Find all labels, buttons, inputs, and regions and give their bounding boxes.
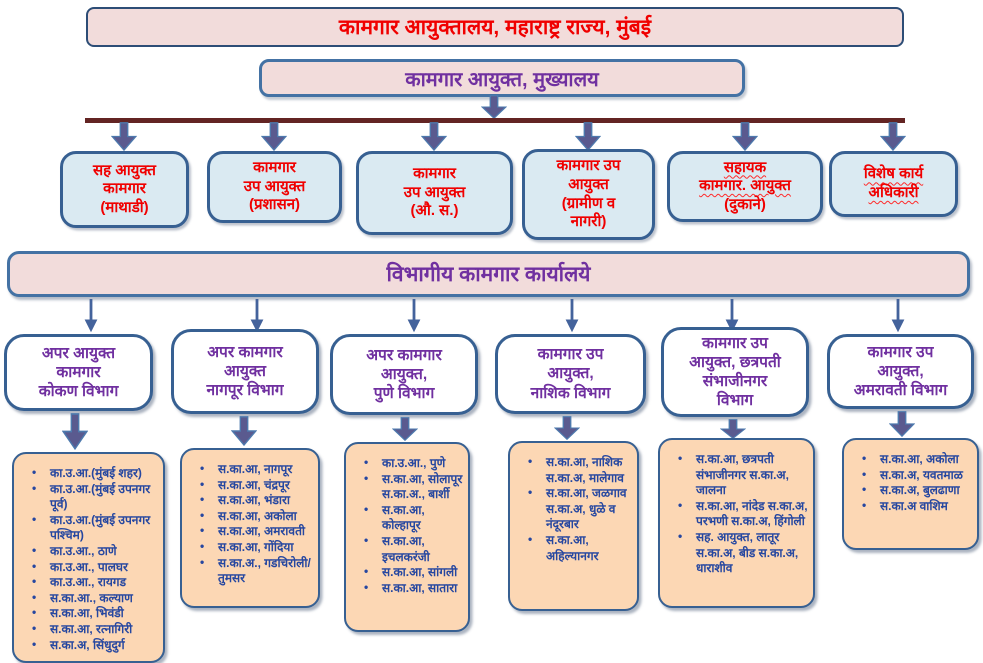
office-list-amravati <box>842 438 979 550</box>
unit-label-line: कामगार. आयुक्त <box>699 177 791 195</box>
down-arrow-icon <box>111 122 137 151</box>
office-item: • स.का.आ, भिवंडी <box>30 606 159 622</box>
office-item: • स.का.आ, भंडारा <box>198 493 314 509</box>
office-list-pune <box>344 442 470 632</box>
down-arrow-icon <box>421 122 447 151</box>
division-box-pune <box>330 334 478 415</box>
division-label-line: अपर आयुक्त <box>41 344 116 362</box>
unit-label-line: सह आयुक्त <box>93 161 156 179</box>
unit-label-line: उप आयुक्त <box>243 177 306 195</box>
division-label-line: अपर कामगार <box>366 346 442 364</box>
divisional-banner <box>7 251 970 297</box>
down-arrow-icon <box>720 419 746 439</box>
office-item: • स.का.आ, अकोला <box>860 452 973 468</box>
hq-unit-box-mathadi <box>60 151 189 228</box>
divisional-banner-title: विभागीय कामगार कार्यालये <box>386 263 591 286</box>
hq-unit-box-au-sa <box>356 151 513 235</box>
office-item: • स.का.आ, छत्रपती संभाजीनगर स.का.अ, जालना <box>676 452 809 499</box>
division-label-line: आयुक्त, छत्रपती <box>689 353 781 371</box>
division-label-line: आयुक्त, <box>877 362 924 380</box>
division-label-line: आयुक्त, <box>380 365 428 383</box>
unit-label-line: आयुक्त <box>568 175 609 193</box>
office-item: • स.का.आ, जळगाव स.का.अ, धुळे व नंदूरबार <box>526 486 633 533</box>
office-item: • स.का.आ, नागपूर <box>198 462 314 478</box>
unit-label <box>93 162 156 218</box>
down-arrow-icon <box>250 299 264 333</box>
division-box-amravati <box>827 334 974 409</box>
unit-label-line: (ग्रामीण व <box>561 194 616 212</box>
office-list <box>516 455 633 564</box>
office-item: • स.का.अ, बुलढाणा <box>860 483 973 499</box>
office-list <box>188 462 314 587</box>
down-arrow-icon <box>407 299 421 333</box>
unit-label-line: (दुकाने) <box>724 195 766 213</box>
down-arrow-icon <box>554 416 580 440</box>
main-title-banner <box>86 7 904 47</box>
division-label-line: आयुक्त <box>224 362 266 380</box>
office-list <box>850 452 973 514</box>
page-title: कामगार आयुक्तालय, महाराष्ट्र राज्य, मुंबई <box>338 16 652 39</box>
division-label-line: अपर कामगार <box>207 343 283 361</box>
office-item: • स.का.आ, कोल्हापूर <box>362 503 464 534</box>
hq-unit-box-special-duty <box>829 151 958 217</box>
down-arrow-icon <box>231 416 257 446</box>
office-item: • स.का.आ, इचलकरंजी <box>362 534 464 565</box>
unit-label-line: अधिकारी <box>868 184 919 201</box>
office-list <box>20 466 159 653</box>
unit-label-line: विशेष कार्य <box>863 165 924 183</box>
hq-unit-box-prashasan <box>207 151 342 223</box>
down-arrow-icon <box>732 122 758 151</box>
connector-line <box>85 118 905 123</box>
unit-label <box>557 157 621 231</box>
office-item: • स.का.अ, यवतमाळ <box>860 468 973 484</box>
down-arrow-icon <box>565 299 579 333</box>
office-list-nagpur <box>180 448 320 608</box>
hq-banner <box>259 59 745 97</box>
office-item: • का.उ.आ., पालघर <box>30 560 159 576</box>
office-item: • स.का.अ वाशिम <box>860 499 973 515</box>
down-arrow-icon <box>84 299 98 333</box>
unit-label <box>699 159 791 215</box>
office-list-konkan <box>12 452 165 663</box>
unit-label-line: उप आयुक्त <box>403 183 466 201</box>
unit-label-line: कामगार <box>253 159 296 177</box>
unit-label-line: (औ. स.) <box>410 202 459 220</box>
division-box-sambhajinagar <box>661 327 809 417</box>
division-label <box>854 343 948 400</box>
division-label-line: कामगार उप <box>537 346 604 364</box>
office-item: • सह. आयुक्त, लातूर स.का.अ, बीड स.का.अ, धाराशीव <box>676 530 809 577</box>
office-item: • स.का.आ, अकोला <box>198 509 314 525</box>
division-label-line: कोकण विभाग <box>38 383 119 401</box>
office-item: • स.का.आ, अमरावती <box>198 524 314 540</box>
office-item: • का.उ.आ., ठाणे <box>30 544 159 560</box>
unit-label-line: (प्रशासन) <box>248 196 301 214</box>
office-list-nashik <box>508 441 639 611</box>
office-item: • का.उ.आ., रायगड <box>30 575 159 591</box>
office-item: • स.का.आ, अहिल्यानगर <box>526 533 633 564</box>
division-label-line: नागपूर विभाग <box>206 382 284 400</box>
down-arrow-icon <box>481 95 507 119</box>
office-item: • स.का.आ, सोलापूर स.का.अ., बार्शी <box>362 472 464 503</box>
office-list-sambhajinagar <box>658 438 815 608</box>
down-arrow-icon <box>889 411 915 437</box>
office-item: • स.का.आ, सांगली <box>362 565 464 581</box>
hq-unit-box-gramin-nagari <box>522 149 655 240</box>
unit-label-line: सहायक <box>723 158 767 176</box>
unit-label-line: कामगार <box>413 165 456 183</box>
unit-label-line: कामगार उप <box>556 157 621 175</box>
unit-label-line: नागरी) <box>570 213 607 231</box>
office-item: • स.का.आ, चंद्रपूर <box>198 478 314 494</box>
office-item: • स.का.आ, नाशिक स.का.अ, मालेगाव <box>526 455 633 486</box>
down-arrow-icon <box>261 122 287 151</box>
division-label-line: संभाजीनगर <box>702 373 768 390</box>
division-label-line: कामगार उप <box>702 334 768 352</box>
office-item: • का.उ.आ., पुणे <box>362 456 464 472</box>
division-label-line: पुणे विभाग <box>373 385 435 403</box>
office-item: • का.उ.आ.(मुंबई उपनगर पूर्व) <box>30 482 159 513</box>
down-arrow-icon <box>891 299 905 333</box>
office-item: • स.का.आ., कल्याण <box>30 591 159 607</box>
division-label-line: कामगार <box>56 363 101 381</box>
unit-label <box>244 159 306 215</box>
down-arrow-icon <box>392 417 418 441</box>
division-box-nagpur <box>171 329 319 414</box>
division-label <box>689 334 781 410</box>
division-box-nashik <box>495 334 646 414</box>
down-arrow-icon <box>880 122 906 151</box>
office-item: • स.का.अ., गडचिरोली/ तुमसर <box>198 556 314 587</box>
office-item: • स.का.अ, सिंधुदुर्ग <box>30 638 159 654</box>
division-label-line: नाशिक विभाग <box>530 384 611 402</box>
division-label <box>531 345 611 402</box>
office-item: • स.का.आ, रत्नागिरी <box>30 622 159 638</box>
division-label-line: आयुक्त, <box>547 365 594 383</box>
office-item: • स.का.आ, नांदेड स.का.अ, परभणी स.का.अ, हिंगोली <box>676 499 809 530</box>
hq-title: कामगार आयुक्त, मुख्यालय <box>405 68 599 91</box>
unit-label <box>864 165 923 202</box>
office-list <box>352 456 464 596</box>
division-label-line: कामगार उप <box>867 343 934 361</box>
division-label <box>39 344 119 401</box>
hq-unit-box-dukane <box>667 151 823 222</box>
office-item: • का.उ.आ.(मुंबई उपनगर पश्चिम) <box>30 513 159 544</box>
office-item: • का.उ.आ.(मुंबई शहर) <box>30 466 159 482</box>
unit-label-line: कामगार <box>103 180 146 198</box>
down-arrow-icon <box>575 122 601 151</box>
division-label <box>206 343 283 400</box>
division-label <box>366 346 442 403</box>
unit-label <box>404 165 466 221</box>
unit-label-line: (माथाडी) <box>100 198 149 216</box>
division-box-konkan <box>4 334 153 411</box>
office-list <box>666 452 809 577</box>
down-arrow-icon <box>62 413 88 450</box>
division-label-line: अमरावती विभाग <box>853 382 948 400</box>
office-item: • स.का.आ, गोंदिया <box>198 540 314 556</box>
office-item: • स.का.आ, सातारा <box>362 581 464 597</box>
division-label-line: विभाग <box>716 392 754 410</box>
